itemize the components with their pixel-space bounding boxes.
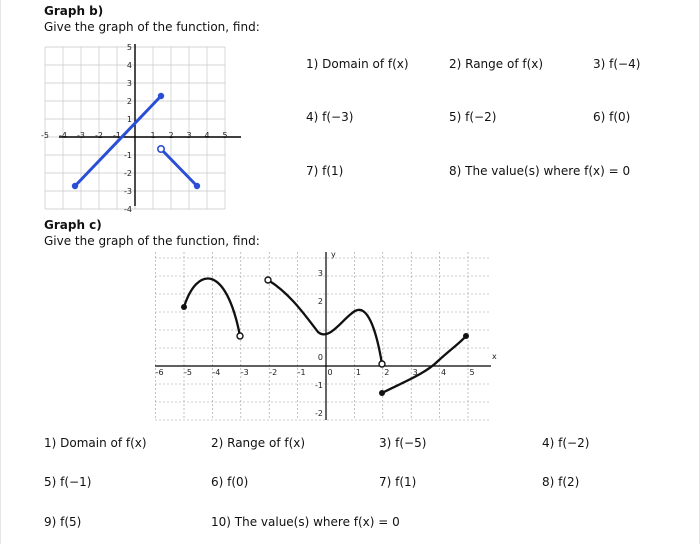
y-tick-label: -2 (124, 169, 132, 178)
graph-c-wave (268, 280, 382, 364)
graph-b-filled-endpoint (158, 93, 164, 99)
graph-c-y-tick-labels (315, 269, 323, 418)
graph-c-q4: 4) f(−2) (542, 436, 590, 450)
y-tick-label: -1 (124, 151, 132, 160)
y-tick-label: 3 (317, 269, 323, 278)
x-tick-label: -1 (297, 368, 306, 377)
graph-c-rising-end (463, 333, 469, 339)
graph-c-plot (151, 248, 496, 423)
graph-b-q2: 2) Range of f(x) (449, 57, 544, 71)
x-tick-label: 4 (441, 368, 447, 377)
graph-b-right-endpoint (194, 183, 200, 189)
graph-b-right-segment (161, 149, 197, 186)
x-tick-label: -4 (59, 131, 67, 140)
graph-b-x-tick-labels (41, 131, 228, 140)
graph-c-q7: 7) f(1) (379, 475, 417, 489)
x-tick-label: 0 (327, 368, 333, 377)
x-tick-label: -6 (155, 368, 164, 377)
graph-b-q1: 1) Domain of f(x) (306, 57, 409, 71)
graph-b-title: Graph b) (44, 4, 104, 18)
x-tick-label: 1 (150, 131, 156, 140)
y-tick-label: 0 (317, 353, 323, 362)
graph-b-q3: 3) f(−4) (593, 57, 641, 71)
y-tick-label: -3 (124, 187, 132, 196)
graph-c-q6: 6) f(0) (211, 475, 249, 489)
y-tick-label: 1 (126, 115, 132, 124)
graph-b-open-endpoint (158, 146, 164, 152)
graph-c-q2: 2) Range of f(x) (211, 436, 306, 450)
graph-b-q4: 4) f(−3) (306, 110, 354, 124)
x-tick-label: 1 (355, 368, 361, 377)
graph-c-wave-start (265, 277, 271, 283)
y-tick-label: -4 (124, 205, 132, 214)
y-tick-label: -2 (315, 409, 323, 418)
graph-b-q5: 5) f(−2) (449, 110, 497, 124)
x-tick-label: -3 (77, 131, 85, 140)
y-tick-label: 2 (317, 297, 323, 306)
x-tick-label: -1 (113, 131, 121, 140)
graph-b-plot (41, 40, 251, 214)
graph-b-q6: 6) f(0) (593, 110, 631, 124)
graph-c-title: Graph c) (44, 218, 102, 232)
x-tick-label: 5 (469, 368, 475, 377)
x-tick-label: 3 (186, 131, 192, 140)
x-tick-label: 5 (222, 131, 228, 140)
x-tick-label: -4 (212, 368, 221, 377)
x-tick-label: -3 (240, 368, 249, 377)
x-tick-label: 2 (384, 368, 390, 377)
x-tick-label: -2 (95, 131, 103, 140)
y-tick-label: 2 (126, 97, 132, 106)
y-tick-label: 3 (126, 79, 132, 88)
graph-c-rising-curve (382, 336, 466, 393)
x-tick-label: 4 (204, 131, 210, 140)
x-tick-label: -5 (184, 368, 192, 377)
graph-c-first-arc-start (181, 304, 187, 310)
x-tick-label: -5 (41, 131, 49, 140)
graph-c-q10: 10) The value(s) where f(x) = 0 (211, 515, 400, 529)
graph-c-first-arc-end (237, 333, 243, 339)
graph-c-first-arc (184, 279, 240, 336)
x-tick-label: 2 (168, 131, 174, 140)
graph-c-q1: 1) Domain of f(x) (44, 436, 147, 450)
graph-c-wave-end (379, 361, 385, 367)
y-tick-label: 4 (126, 61, 132, 70)
y-tick-label: -1 (315, 381, 323, 390)
graph-b-left-endpoint (72, 183, 78, 189)
x-tick-label: -2 (269, 368, 278, 377)
graph-c-grid (155, 252, 491, 420)
graph-c-y-axis-label: y (331, 250, 336, 259)
graph-b-q7: 7) f(1) (306, 164, 344, 178)
graph-c-rising-start (379, 390, 385, 396)
x-tick-label: 3 (412, 368, 418, 377)
graph-c-prompt: Give the graph of the function, find: (44, 234, 260, 248)
graph-b-q8: 8) The value(s) where f(x) = 0 (449, 164, 631, 178)
y-tick-label: 5 (126, 43, 132, 52)
graph-c-q9: 9) f(5) (44, 515, 82, 529)
graph-c-q3: 3) f(−5) (379, 436, 427, 450)
graph-c-x-axis-label: x (492, 352, 497, 361)
graph-b-prompt: Give the graph of the function, find: (44, 20, 260, 34)
graph-b-left-segment (75, 96, 161, 186)
graph-c-q8: 8) f(2) (542, 475, 580, 489)
graph-c-q5: 5) f(−1) (44, 475, 92, 489)
